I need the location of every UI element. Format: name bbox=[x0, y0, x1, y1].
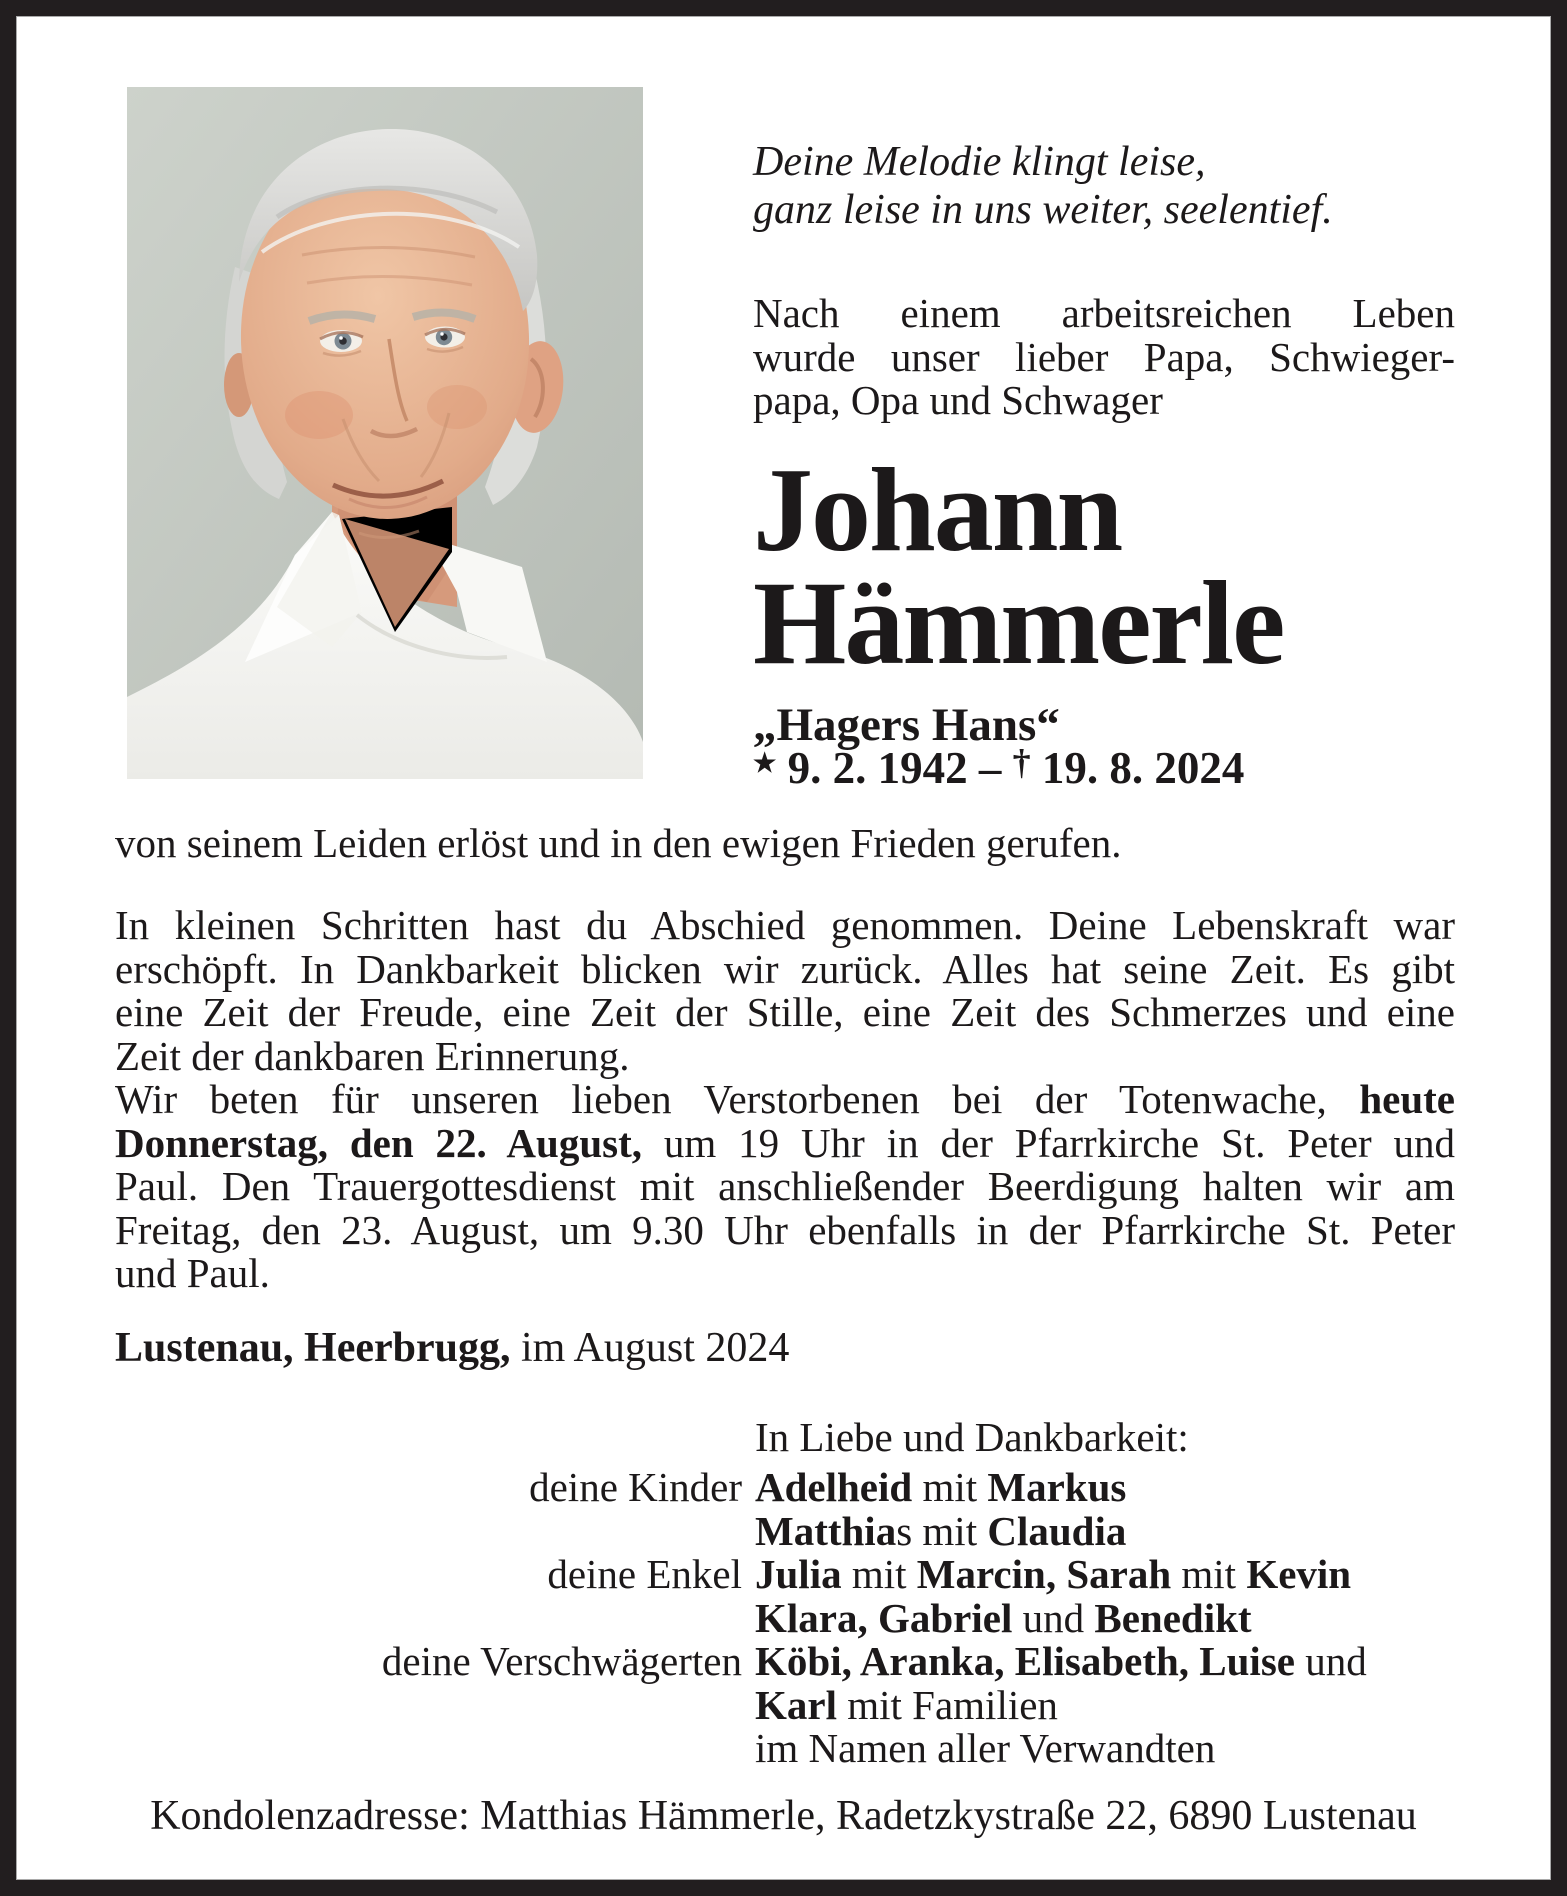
text-segment: Adelheid bbox=[755, 1464, 913, 1510]
mourner-row bbox=[115, 1507, 1455, 1554]
dateline bbox=[115, 1326, 1455, 1370]
mourner-relation-label bbox=[115, 1597, 742, 1641]
intro-paragraph bbox=[753, 292, 1455, 423]
mourner-row bbox=[115, 1681, 1455, 1728]
mourner-relation-label bbox=[115, 1510, 742, 1554]
quote-line-1: Deine Melodie klingt leise, bbox=[753, 139, 1206, 185]
mourner-names bbox=[755, 1640, 1455, 1684]
portrait-photo bbox=[127, 87, 643, 779]
text-segment: Donnerstag, den 22. August, bbox=[115, 1119, 642, 1166]
text-segment: Karl bbox=[755, 1681, 837, 1728]
text-segment: und Paul. bbox=[115, 1250, 270, 1296]
deceased-name bbox=[753, 443, 1455, 689]
mourner-names bbox=[755, 1681, 1455, 1728]
portrait-illustration bbox=[127, 87, 643, 779]
mourner-row bbox=[115, 1640, 1455, 1684]
mourner-relation-label bbox=[115, 1684, 742, 1728]
text-segment: erschöpft. In Dankbarkeit blicken wir zurück. Alles hat seine Zeit. Es gibt bbox=[115, 945, 1455, 992]
closing-heading: In Liebe und Dankbarkeit: bbox=[755, 1414, 1189, 1460]
text-line bbox=[115, 1206, 1455, 1253]
text-segment: Claudia bbox=[987, 1507, 1127, 1554]
mourner-row bbox=[115, 1553, 1455, 1597]
text-line bbox=[115, 945, 1455, 992]
deceased-last-name: Hämmerle bbox=[753, 556, 1284, 689]
text-segment: Benedikt bbox=[1094, 1594, 1252, 1641]
text-segment: papa, Opa und Schwager bbox=[753, 377, 1163, 423]
mourner-names bbox=[755, 1594, 1455, 1641]
mourner-row bbox=[115, 1466, 1455, 1510]
text-line bbox=[753, 292, 1455, 336]
text-segment: In kleinen Schritten hast du Abschied genommen. Deine Lebenskraft war bbox=[115, 902, 1455, 948]
mourner-relation-label bbox=[115, 1727, 742, 1771]
text-segment: mit bbox=[912, 1464, 988, 1510]
deceased-nickname: „Hagers Hans“ bbox=[753, 699, 1060, 751]
text-segment: mit Familien bbox=[836, 1681, 1058, 1728]
text-segment: Nach einem arbeitsreichen Leben bbox=[753, 290, 1455, 336]
text-segment: Zeit der dankbaren Erinnerung. bbox=[115, 1032, 630, 1079]
text-line: von seinem Leiden erlöst und in den ewigen Frieden gerufen. bbox=[115, 820, 1122, 866]
mourner-relation-label: deine Enkel bbox=[547, 1551, 742, 1597]
death-date: 19. 8. 2024 bbox=[1041, 743, 1245, 793]
text-line bbox=[115, 1252, 1455, 1296]
text-line bbox=[115, 1032, 1455, 1079]
text-segment: und bbox=[1294, 1638, 1367, 1684]
mourner-names bbox=[755, 1727, 1455, 1771]
text-segment: wurde unser lieber Papa, Schwieger- bbox=[753, 333, 1455, 380]
mourners-list bbox=[115, 1466, 1455, 1771]
mourner-names bbox=[755, 1466, 1455, 1510]
text-segment: s mit bbox=[896, 1507, 988, 1554]
main-paragraph bbox=[115, 904, 1455, 1296]
text-segment: Paul. Den Trauergottesdienst mit anschließender Beerdigung halten wir am bbox=[115, 1163, 1455, 1209]
text-segment: Matthia bbox=[755, 1507, 897, 1554]
text-line bbox=[753, 333, 1455, 380]
deceased-first-name: Johann bbox=[753, 443, 1122, 576]
text-segment: eine Zeit der Freude, eine Zeit der Stille, eine Zeit des Schmerzes und eine bbox=[115, 989, 1455, 1035]
opening-line bbox=[115, 822, 1455, 866]
death-dagger-icon: † bbox=[1012, 742, 1031, 782]
text-line bbox=[115, 1119, 1455, 1166]
text-segment: Wir beten für unseren lieben Verstorbenen bei der Totenwache, bbox=[115, 1076, 1360, 1122]
text-segment: Klara, Gabriel bbox=[755, 1594, 1013, 1641]
date-separator: – bbox=[967, 743, 1013, 793]
mourner-relation-label: deine Verschwägerten bbox=[381, 1638, 742, 1684]
text-segment: mit bbox=[841, 1551, 917, 1597]
text-segment: mit bbox=[1171, 1551, 1247, 1597]
condolence-address: Kondolenzadresse: Matthias Hämmerle, Radetzkystraße 22, 6890 Lustenau bbox=[150, 1793, 1417, 1839]
text-line bbox=[115, 1078, 1455, 1122]
text-line bbox=[115, 991, 1455, 1035]
text-segment: im August 2024 bbox=[510, 1325, 790, 1371]
text-line bbox=[115, 904, 1455, 948]
text-segment: Kevin bbox=[1246, 1551, 1352, 1597]
text-segment: Lustenau, Heerbrugg, bbox=[115, 1325, 511, 1371]
mourner-names bbox=[755, 1507, 1455, 1554]
mourner-names bbox=[755, 1553, 1455, 1597]
birth-date: 9. 2. 1942 bbox=[787, 743, 968, 793]
mourner-relation-label: deine Kinder bbox=[529, 1464, 742, 1510]
text-segment: Markus bbox=[987, 1464, 1127, 1510]
text-segment: heute bbox=[1359, 1076, 1455, 1122]
mourner-row bbox=[115, 1594, 1455, 1641]
text-segment: Julia bbox=[755, 1551, 842, 1597]
text-segment: Freitag, den 23. August, um 9.30 Uhr ebenfalls in der Pfarrkirche St. Peter bbox=[115, 1206, 1455, 1253]
text-segment: um 19 Uhr in der Pfarrkirche St. Peter und bbox=[642, 1119, 1455, 1166]
text-line bbox=[753, 379, 1455, 423]
quote-line-2: ganz leise in uns weiter, seelentief. bbox=[753, 187, 1333, 233]
mourner-row bbox=[115, 1727, 1455, 1771]
memorial-quote bbox=[753, 138, 1455, 234]
text-segment: und bbox=[1012, 1594, 1095, 1641]
text-segment: im Namen aller Verwandten bbox=[755, 1725, 1216, 1771]
text-line bbox=[115, 1165, 1455, 1209]
birth-star-icon: ★ bbox=[753, 748, 777, 778]
text-segment: Marcin, Sarah bbox=[916, 1551, 1172, 1597]
life-dates bbox=[753, 739, 1455, 791]
text-segment: Köbi, Aranka, Elisabeth, Luise bbox=[755, 1638, 1295, 1684]
